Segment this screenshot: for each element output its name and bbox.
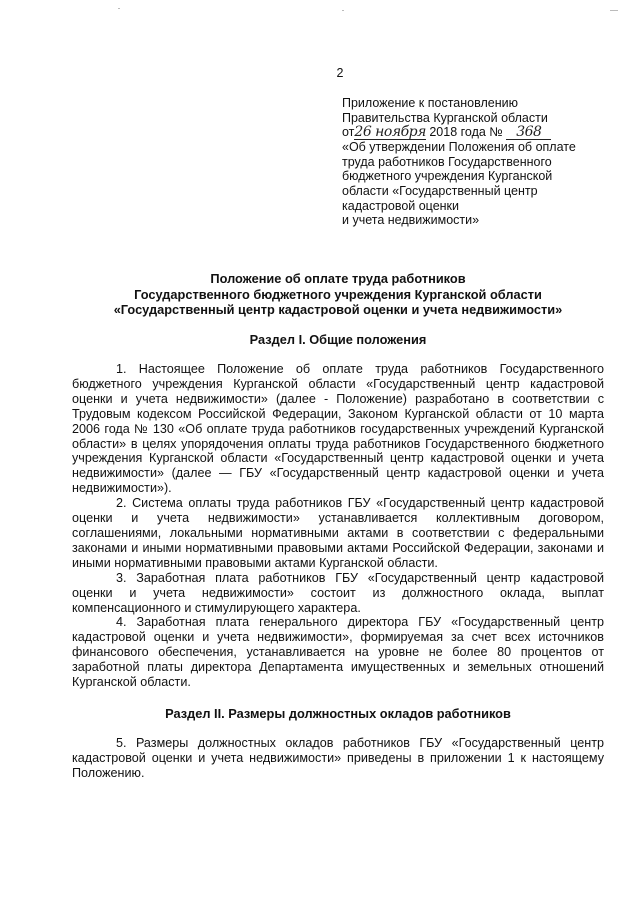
document-title	[72, 271, 604, 318]
appendix-line: Приложение к постановлению	[342, 96, 518, 110]
paragraph: 2. Система оплаты труда работников ГБУ «Государственный центр кадастровой оценки и учета недвижимости» устанавливается коллективным договором, соглашениями, локальными нормативными актами в соответствии с федеральными законами и иными нормативными правовыми актами Российской Федерации, законами и иными нормативными правовыми актами Курганской области.	[72, 496, 604, 570]
handwritten-date: 26 ноября	[354, 124, 426, 141]
appendix-line: бюджетного учреждения Курганской	[342, 169, 553, 184]
appendix-line: области «Государственный центр	[342, 183, 538, 198]
page-number: 2	[336, 66, 344, 80]
appendix-line: кадастровой оценки	[342, 198, 460, 213]
section-1-body	[72, 362, 604, 690]
appendix-line: труда работников Государственного	[342, 154, 552, 169]
scan-artifact	[118, 8, 120, 9]
paragraph: 4. Заработная плата генерального директора ГБУ «Государственный центр кадастровой оценки и учета недвижимости», формируемая за счет всех источников финансового обеспечения, устанавливается на уровне не более 80 процентов от заработной платы директора Департамента имущественных и земельных отношений Курганской области.	[72, 615, 604, 690]
scan-artifact	[610, 10, 618, 11]
appendix-line: Правительства Курганской области	[342, 110, 548, 125]
date-middle: 2018 года №	[429, 125, 503, 140]
appendix-date-line	[342, 125, 592, 140]
appendix-line: и учета недвижимости»	[342, 213, 480, 228]
appendix-line: «Об утверждении Положения об оплате	[342, 140, 576, 155]
handwritten-number: 368	[506, 126, 551, 140]
title-line: Государственного бюджетного учреждения Курганской области	[134, 286, 542, 302]
section-heading-2: Раздел II. Размеры должностных окладов работников	[165, 706, 511, 721]
paragraph: 3. Заработная плата работников ГБУ «Государственный центр кадастровой оценки и учета недвижимости» состоит из должностного оклада, выплат компенсационного и стимулирующего характера.	[72, 570, 604, 615]
appendix-block	[342, 96, 592, 228]
section-heading-1: Раздел I. Общие положения	[249, 332, 427, 347]
title-line: Положение об оплате труда работников	[210, 271, 466, 286]
paragraph: 5. Размеры должностных окладов работников ГБУ «Государственный центр кадастровой оценки и учета недвижимости» приведены в приложении 1 к настоящему Положению.	[72, 736, 604, 780]
title-line: «Государственный центр кадастровой оценки и учета недвижимости»	[113, 302, 563, 317]
section-2-body	[72, 736, 604, 781]
paragraph: 1. Настоящее Положение об оплате труда работников Государственного бюджетного учреждения Курганской области «Государственный центр кадастровой оценки и учета недвижимости» (далее - Положение) разработано в соответствии с Трудовым кодексом Российской Федерации, Законом Курганской области от 10 марта 2006 года № 130 «Об оплате труда работников государственных учреждений Курганской области» в целях упорядочения оплаты труда работников Государственного бюджетного учреждения Курганской области «Государственный центр кадастровой оценки и учета недвижимости» (далее — ГБУ «Государственный центр кадастровой оценки и учета недвижимости»).	[72, 362, 604, 496]
scan-artifact	[342, 10, 344, 11]
date-prefix: от	[342, 125, 355, 140]
